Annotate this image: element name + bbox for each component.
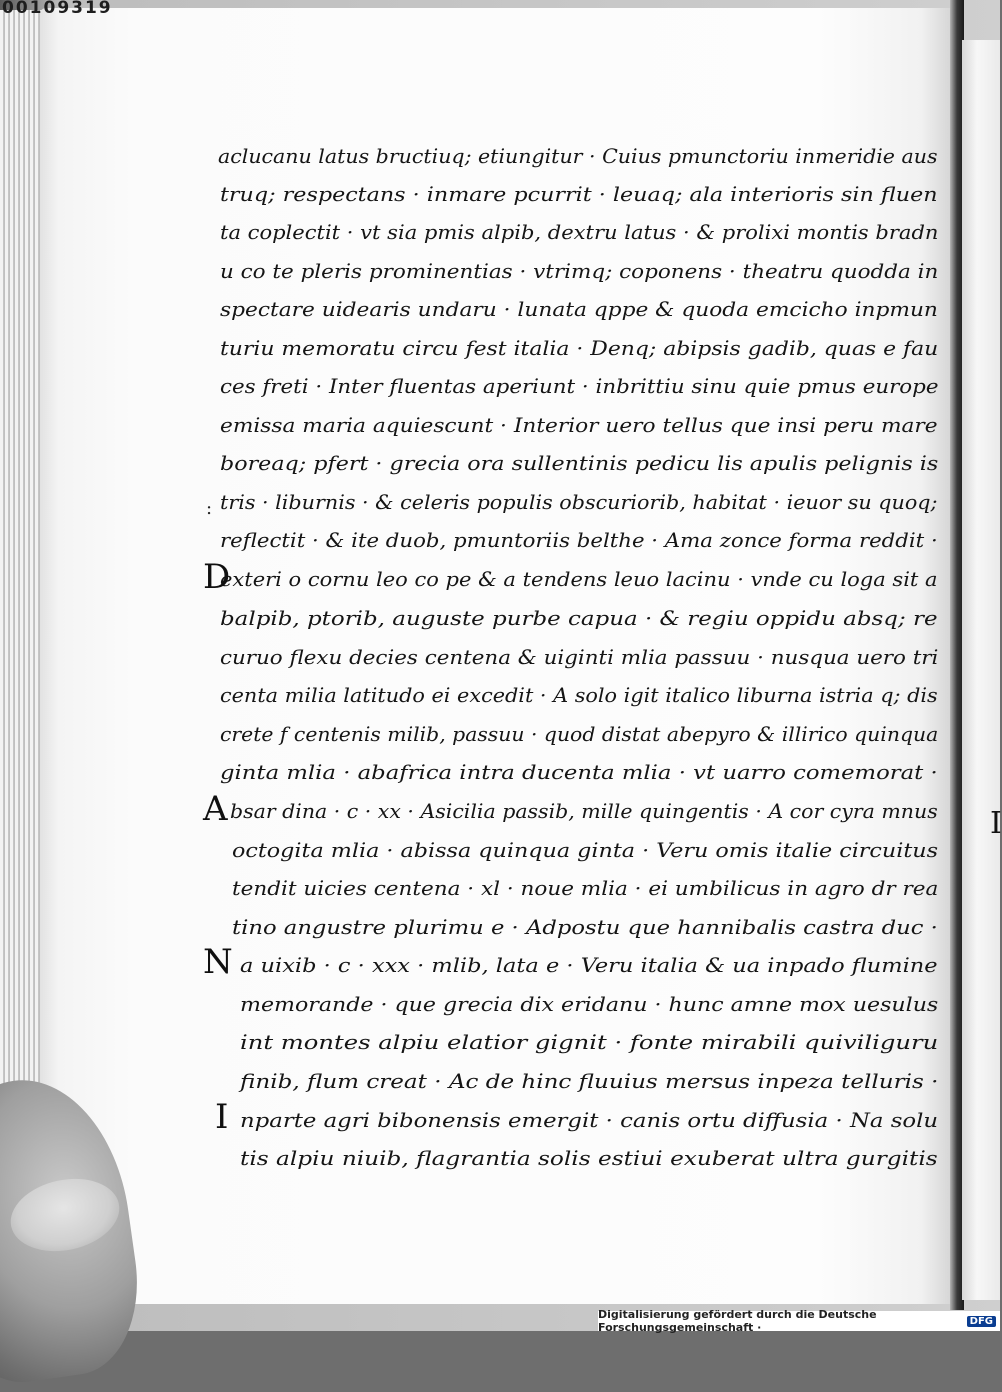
initial-n: N — [203, 942, 233, 982]
text-line-14: curuo flexu decies centena & uiginti mlia passuu · nusqua uero tri — [220, 645, 939, 669]
text-line-21: tino angustre plurimu e · Adpostu que hannibalis castra duc · — [232, 915, 938, 939]
text-line-16: crete f centenis milib, passuu · quod distat abepyro & illirico quinqua — [220, 722, 939, 746]
footer-credit-text: Digitalisierung gefördert durch die Deutsche Forschungsgemeinschaft · — [598, 1308, 877, 1334]
text-line-25: finib, flum creat · Ac de hinc fluuius mersus inpeza telluris · — [240, 1069, 939, 1093]
text-line-8: emissa maria aquiescunt · Interior uero tellus que insi peru mare — [220, 413, 938, 437]
facing-page-mark: I — [990, 806, 1002, 841]
text-line-10: tris · liburnis · & celeris populis obscuriorib, habitat · ieuor su quoq; — [220, 490, 938, 514]
text-line-17: ginta mlia · abafrica intra ducenta mlia · vt uarro comemorat · — [220, 760, 938, 784]
text-line-20: tendit uicies centena · xl · noue mlia · ei umbilicus in agro dr rea — [232, 876, 939, 900]
initial-a: A — [203, 789, 228, 829]
text-line-18: bsar dina · c · xx · Asicilia passib, mille quingentis · A cor cyra mnus — [230, 799, 938, 823]
text-line-2: truq; respectans · inmare pcurrit · leuaq; ala interioris sin fluen — [220, 182, 938, 206]
initial-i: I — [215, 1097, 229, 1137]
text-line-6: turiu memoratu circu fest italia · Denq; abipsis gadib, quas e fau — [220, 336, 939, 360]
text-line-23: memorande · que grecia dix eridanu · hunc amne mox uesulus — [240, 992, 939, 1016]
digitization-footer — [598, 1308, 1000, 1334]
text-line-11: reflectit · & ite duob, pmuntoriis belthe · Ama zonce forma reddit · — [220, 528, 938, 552]
text-line-26: nparte agri bibonensis emergit · canis ortu diffusia · Na solu — [240, 1108, 939, 1132]
dfg-logo: DFG — [967, 1316, 996, 1327]
text-line-15: centa milia latitudo ei excedit · A solo igit italico liburna istria q; dis — [220, 683, 938, 707]
initial-d: D — [203, 557, 231, 597]
text-line-22: a uixib · c · xxx · mlib, lata e · Veru italia & ua inpado flumine — [240, 953, 938, 977]
shelfmark-number: 00109319 — [2, 0, 113, 18]
text-line-3: ta coplectit · vt sia pmis alpib, dextru latus · & prolixi montis bradn — [220, 220, 939, 244]
text-line-5: spectare uidearis undaru · lunata qppe & quoda emcicho inpmun — [220, 297, 938, 321]
text-line-19: octogita mlia · abissa quinqua ginta · Veru omis italie circuitus — [232, 838, 938, 862]
text-line-27: tis alpiu niuib, flagrantia solis estiui exuberat ultra gurgitis — [240, 1146, 938, 1170]
text-line-24: int montes alpiu elatior gignit · fonte mirabili quiviliguru — [240, 1030, 939, 1054]
margin-mark: : — [206, 498, 213, 519]
facing-page — [962, 40, 1000, 1300]
text-line-9: boreaq; pfert · grecia ora sullentinis pedicu lis apulis pelignis is — [220, 451, 939, 475]
text-line-1: aclucanu latus bructiuq; etiungitur · Cuius pmunctoriu inmeridie aus — [218, 144, 938, 168]
text-line-7: ces freti · Inter fluentas aperiunt · inbrittiu sinu quie pmus europe — [220, 374, 939, 398]
text-line-12: exteri o cornu leo co pe & a tendens leuo lacinu · vnde cu loga sit a — [220, 567, 938, 591]
text-line-13: balpib, ptorib, auguste purbe capua · & regiu oppidu absq; re — [220, 606, 938, 630]
text-line-4: u co te pleris prominentias · vtrimq; coponens · theatru quodda in — [220, 259, 939, 283]
